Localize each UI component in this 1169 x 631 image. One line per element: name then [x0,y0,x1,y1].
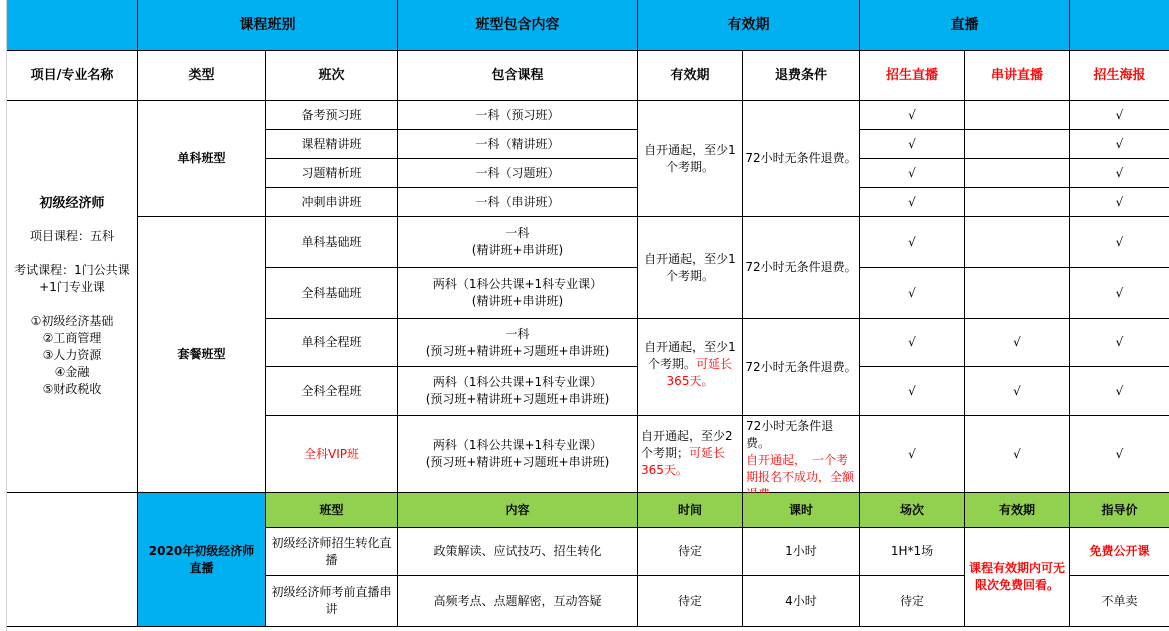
package-vip-course: 两科（1科公共课+1科专业课） (预习班+精讲班+习题班+串讲班) [398,416,638,493]
live2020-row-1-sessions: 1H*1场 [860,528,965,576]
live2020-row-2-sessions: 待定 [860,576,965,627]
live2020-row-2-hours: 4小时 [743,576,860,627]
package-basic-row-1-poster: √ [1070,217,1169,268]
single-row-3-name: 习题精析班 [266,159,398,188]
single-row-2-poster: √ [1070,130,1169,159]
single-row-1-name: 备考预习班 [266,101,398,130]
single-row-4-course: 一科（串讲班） [398,188,638,217]
package-vip-refund-text: 72小时无条件退费。 [746,419,834,450]
live2020-row-2-class: 初级经济师考前直播串讲 [266,576,398,627]
col-validity: 有效期 [638,51,743,101]
package-basic-row-1-enroll: √ [860,217,965,268]
single-row-3-review [965,159,1070,188]
single-row-3-poster: √ [1070,159,1169,188]
project-cell [7,101,138,493]
package-full-row-2-enroll: √ [860,367,965,416]
package-basic-row-2-course: 两科（1科公共课+1科专业课） (精讲班+串讲班) [398,268,638,319]
project-body: 项目课程：五科 考试课程：1门公共课+1门专业课 ①初级经济基础 ②工商管理 ③人力资源 ④金融 ⑤财政税收 [14,229,130,396]
package-vip-validity [638,416,743,493]
package-basic-row-2-name: 全科基础班 [266,268,398,319]
single-row-3-course: 一科（习题班） [398,159,638,188]
package-full-row-2-poster: √ [1070,367,1169,416]
single-validity: 自开通起，至少1个考期。 [638,101,743,217]
single-row-2-course: 一科（精讲班） [398,130,638,159]
package-full-row-2-review: √ [965,367,1070,416]
package-vip-refund [743,416,860,493]
single-row-4-review [965,188,1070,217]
live2020-row-2-time: 待定 [638,576,743,627]
col-type: 类型 [138,51,266,101]
live2020-col-price: 指导价 [1070,493,1169,528]
package-basic-row-1-name: 单科基础班 [266,217,398,268]
package-basic-row-2-review [965,268,1070,319]
single-row-2-review [965,130,1070,159]
live2020-row-1-price: 免费公开课 [1070,528,1169,576]
live2020-col-class: 班型 [266,493,398,528]
package-full-row-2-name: 全科全程班 [266,367,398,416]
single-row-1-review [965,101,1070,130]
package-full-row-1-poster: √ [1070,319,1169,367]
header-class-type: 课程班别 [138,0,398,51]
col-review-live: 串讲直播 [965,51,1070,101]
package-full-refund: 72小时无条件退费。 [743,319,860,416]
single-type: 单科班型 [138,101,266,217]
single-row-2-name: 课程精讲班 [266,130,398,159]
package-vip-validity-extend: 可延长365天。 [641,446,726,477]
single-row-4-enroll: √ [860,188,965,217]
package-basic-refund: 72小时无条件退费。 [743,217,860,319]
package-full-validity-text: 自开通起，至少1个考期。 [644,340,736,371]
col-courses: 包含课程 [398,51,638,101]
header-validity: 有效期 [638,0,860,51]
package-basic-row-1-review [965,217,1070,268]
live2020-row-1-hours: 1小时 [743,528,860,576]
package-basic-row-2-enroll: √ [860,268,965,319]
project-title: 初级经济师 [39,196,105,211]
single-row-3-enroll: √ [860,159,965,188]
package-vip-poster: √ [1070,416,1169,493]
col-enroll-poster: 招生海报 [1070,51,1169,101]
live2020-col-content: 内容 [398,493,638,528]
header-package-contents: 班型包含内容 [398,0,638,51]
single-row-4-poster: √ [1070,188,1169,217]
package-full-validity [638,319,743,416]
single-row-2-enroll: √ [860,130,965,159]
single-row-1-enroll: √ [860,101,965,130]
sheet-margin [0,0,7,631]
package-vip-name: 全科VIP班 [266,416,398,493]
single-refund: 72小时无条件退费。 [743,101,860,217]
live2020-col-sessions: 场次 [860,493,965,528]
package-vip-validity-text: 自开通起，至少2个考期； [641,429,733,460]
package-full-row-1-name: 单科全程班 [266,319,398,367]
live2020-row-1-class: 初级经济师招生转化直播 [266,528,398,576]
package-full-row-2-course: 两科（1科公共课+1科专业课） (预习班+精讲班+习题班+串讲班) [398,367,638,416]
col-refund: 退费条件 [743,51,860,101]
package-vip-review: √ [965,416,1070,493]
single-row-1-poster: √ [1070,101,1169,130]
package-full-validity-extend: 可延长365天。 [666,357,733,388]
package-vip-refund-condition: 自开通起， 一个考期报名不成功，全额 [746,453,855,484]
package-full-row-1-review: √ [965,319,1070,367]
live2020-col-validity: 有效期 [965,493,1070,528]
col-enroll-live: 招生直播 [860,51,965,101]
package-basic-row-1-course: 一科 (精讲班+串讲班) [398,217,638,268]
live2020-row-1-content: 政策解读、应试技巧、招生转化 [398,528,638,576]
package-full-row-1-course: 一科 (预习班+精讲班+习题班+串讲班) [398,319,638,367]
package-full-row-1-enroll: √ [860,319,965,367]
header-blank [7,0,138,51]
header-blank-right [1070,0,1169,51]
col-class: 班次 [266,51,398,101]
single-row-4-name: 冲刺串讲班 [266,188,398,217]
live2020-title: 2020年初级经济师直播 [138,493,266,627]
live2020-row-2-content: 高频考点、点题解密，互动答疑 [398,576,638,627]
live2020-col-time: 时间 [638,493,743,528]
single-row-1-course: 一科（预习班） [398,101,638,130]
live2020-validity: 课程有效期内可无限次免费回看。 [965,528,1070,627]
package-basic-validity: 自开通起，至少1个考期。 [638,217,743,319]
live2020-row-2-price: 不单卖 [1070,576,1169,627]
live2020-col-hours: 课时 [743,493,860,528]
project-cell-bottom [7,493,138,627]
col-project-name: 项目/专业名称 [7,51,138,101]
package-type: 套餐班型 [138,217,266,493]
package-vip-enroll: √ [860,416,965,493]
live2020-row-1-time: 待定 [638,528,743,576]
package-basic-row-2-poster: √ [1070,268,1169,319]
header-live: 直播 [860,0,1070,51]
